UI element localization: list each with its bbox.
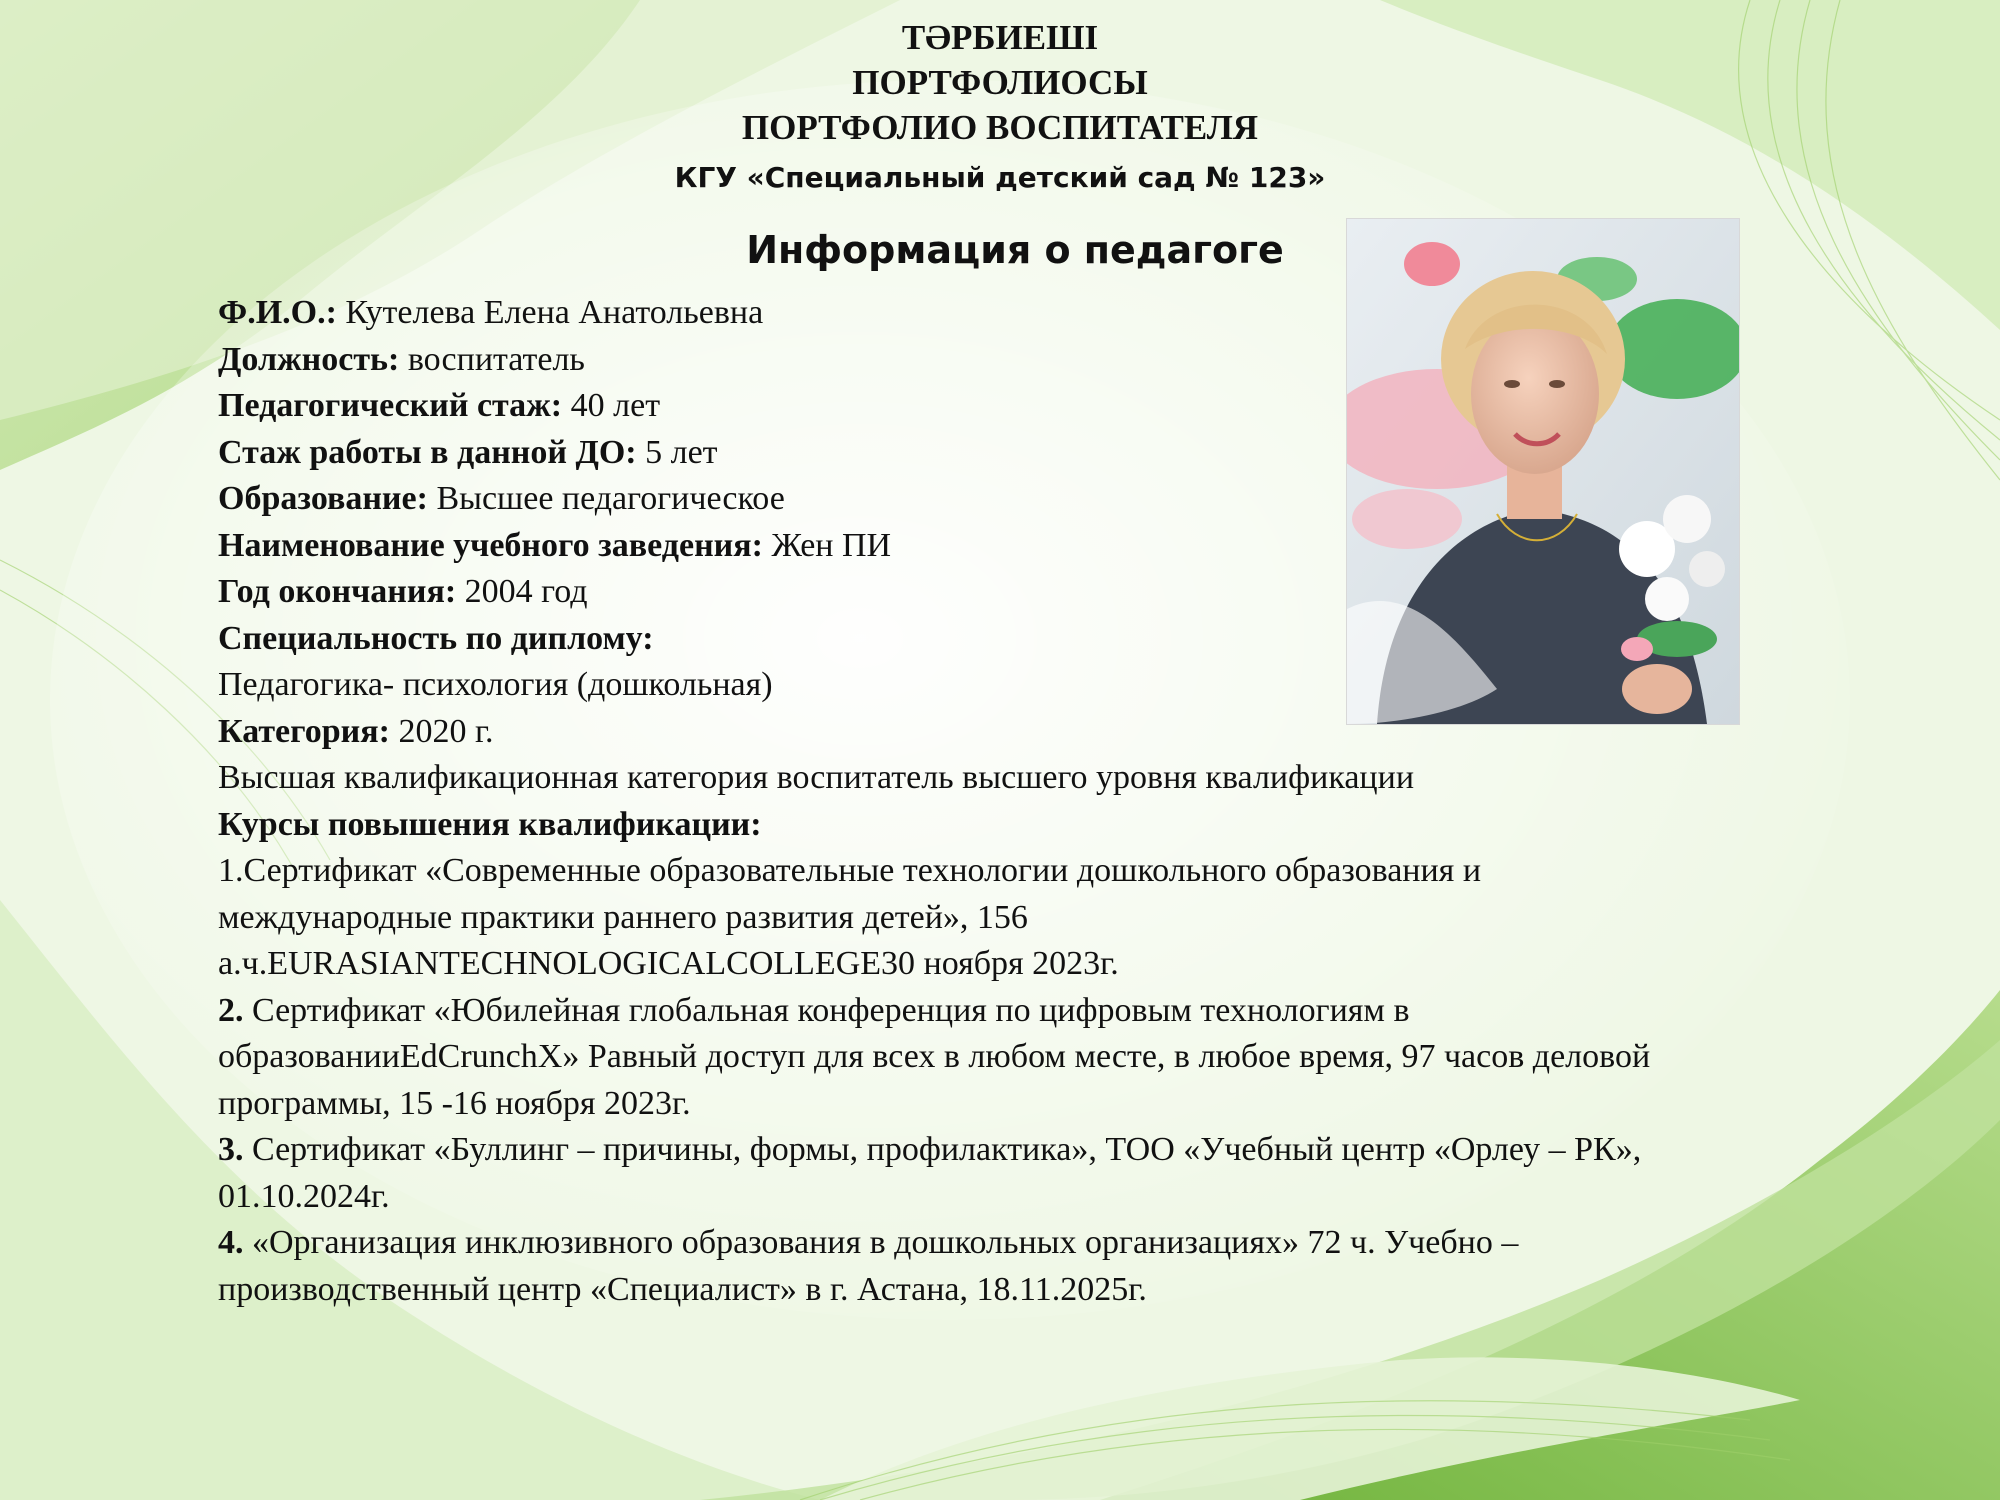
fio-label: Ф.И.О.: [218,294,337,331]
position-label: Должность: [218,340,400,378]
education-label: Образование: [218,480,428,517]
graduation-label: Год окончания: [218,573,457,610]
institution-label: Наименование учебного заведения: [218,526,763,564]
specialty-label-row [218,616,1868,663]
course-3-line-2: 01.10.2024г. [218,1177,390,1215]
do-experience-row [218,430,1868,477]
course-3-text: Сертификат «Буллинг – причины, формы, профилактика», ТОО «Учебный центр «Орлеу – РК», [243,1131,1642,1168]
course-1-line-3: а.ч.EURASIANTECHNOLOGICALCOLLEGE30 ноября 2023г. [218,945,1119,982]
specialty-label: Специальность по диплому: [218,619,654,657]
info-title: Информация о педагоге [746,228,1284,272]
experience-value: 40 лет [562,387,661,424]
category-label: Категория: [218,712,390,750]
course-2-line-1 [218,988,1868,1035]
course-4-line-2: производственный центр «Специалист» в г. Астана, 18.11.2025г. [218,1270,1147,1308]
specialty-value: Педагогика- психология (дошкольная) [218,666,773,703]
course-3-line-1 [218,1127,1868,1174]
course-2-line-3: программы, 15 -16 ноября 2023г. [218,1084,691,1122]
header-line-4: КГУ «Специальный детский сад № 123» [674,161,1326,194]
courses-label: Курсы повышения квалификации: [218,805,762,843]
education-row [218,476,1868,523]
course-1-line-1: 1.Сертификат «Современные образовательные технологии дошкольного образования и [218,852,1482,889]
experience-label: Педагогический стаж: [218,387,563,424]
position-row [218,337,1868,384]
institution-value: Жен ПИ [762,526,892,564]
header-line-2: ПОРТФОЛИОСЫ [852,63,1148,102]
header-line-1: ТӘРБИЕШІ [901,18,1099,57]
course-2-text: Сертификат «Юбилейная глобальная конференция по цифровым технологиям в [243,991,1410,1029]
course-2-number: 2. [218,991,244,1029]
category-value: 2020 г. [389,712,494,750]
experience-row [218,383,1868,430]
institution-row [218,523,1868,570]
graduation-value: 2004 год [456,573,588,610]
fio-row [218,290,1868,337]
course-2-line-2: образованииEdCrunchX» Равный доступ для всех в любом месте, в любое время, 97 часов деловой [218,1038,1651,1075]
education-value: Высшее педагогическое [427,480,785,517]
category-row [218,709,1868,756]
position-value: воспитатель [399,340,585,378]
course-1-line-2: международные практики раннего развития детей», 156 [218,898,1028,936]
do-experience-value: 5 лет [636,433,718,471]
graduation-row [218,569,1868,616]
header-line-3: ПОРТФОЛИО ВОСПИТАТЕЛЯ [741,108,1259,147]
course-4-line-1 [218,1220,1868,1267]
teacher-info [218,290,1868,1313]
course-4-number: 4. [218,1224,244,1261]
do-experience-label: Стаж работы в данной ДО: [218,433,637,471]
course-4-text: «Организация инклюзивного образования в дошкольных организациях» 72 ч. Учебно – [243,1224,1519,1261]
course-3-number: 3. [218,1131,244,1168]
fio-value: Кутелева Елена Анатольевна [336,294,764,331]
courses-label-row [218,802,1868,849]
category-description: Высшая квалификационная категория воспитатель высшего уровня квалификации [218,759,1415,796]
